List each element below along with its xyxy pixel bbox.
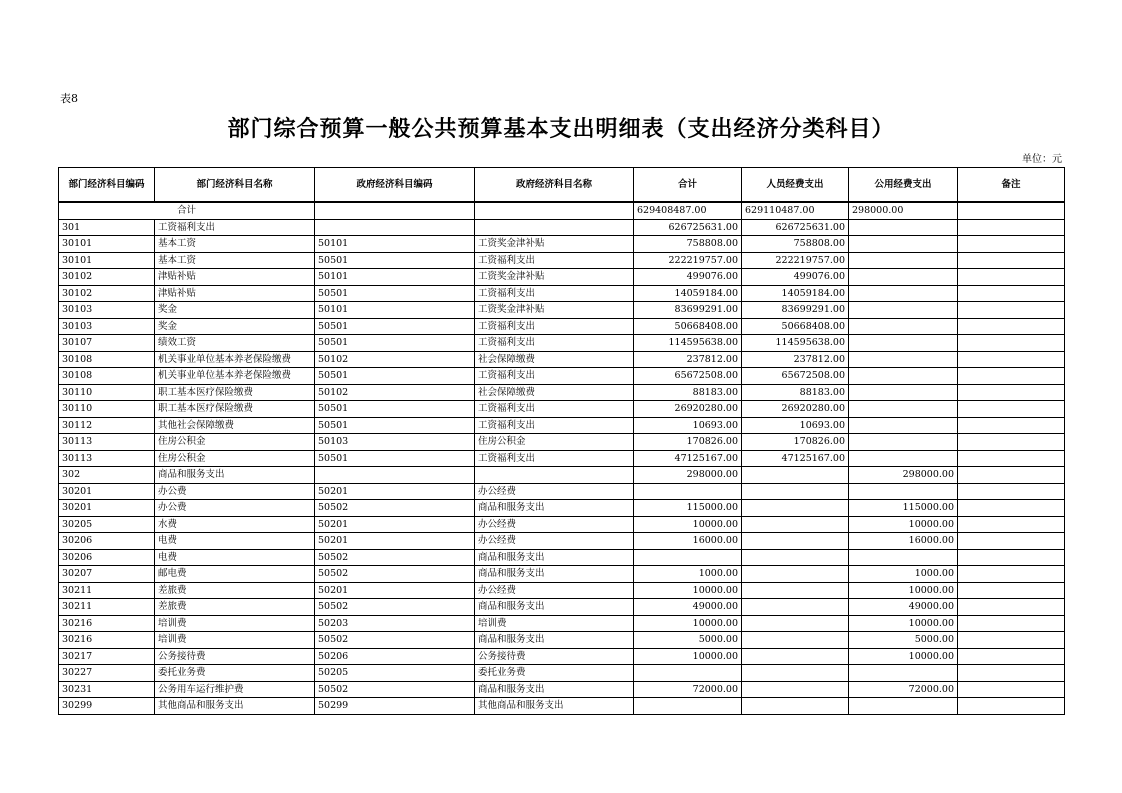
cell-remark [958,318,1065,335]
cell-gov-code: 50201 [315,516,475,533]
cell-remark [958,368,1065,385]
header-gov-code: 政府经济科目编码 [315,168,475,203]
cell-total: 14059184.00 [634,285,742,302]
cell-personnel: 50668408.00 [742,318,849,335]
total-sum: 629408487.00 [634,202,742,219]
cell-dept-name: 公务接待费 [155,648,315,665]
cell-personnel [742,516,849,533]
header-total: 合计 [634,168,742,203]
header-row [59,168,1065,203]
cell-public: 10000.00 [849,615,958,632]
cell-personnel [742,500,849,517]
cell-gov-name: 工资福利支出 [475,252,634,269]
cell-remark [958,599,1065,616]
cell-total [634,665,742,682]
cell-personnel [742,549,849,566]
cell-public [849,549,958,566]
cell-gov-name: 工资福利支出 [475,318,634,335]
cell-personnel [742,566,849,583]
cell-total: 499076.00 [634,269,742,286]
cell-personnel [742,681,849,698]
cell-dept-code: 30101 [59,252,155,269]
cell-personnel: 26920280.00 [742,401,849,418]
cell-gov-name: 办公经费 [475,533,634,550]
cell-gov-code: 50102 [315,384,475,401]
cell-gov-name: 工资奖金津补贴 [475,269,634,286]
cell-dept-code: 30110 [59,384,155,401]
cell-remark [958,533,1065,550]
cell-gov-code [315,467,475,484]
cell-dept-code: 30299 [59,698,155,715]
cell-dept-name: 住房公积金 [155,450,315,467]
cell-gov-code: 50101 [315,302,475,319]
table-row [59,335,1065,352]
cell-dept-code: 30206 [59,533,155,550]
cell-total: 114595638.00 [634,335,742,352]
cell-gov-code: 50502 [315,500,475,517]
cell-dept-name: 津贴补贴 [155,285,315,302]
cell-total: 72000.00 [634,681,742,698]
cell-dept-code: 30231 [59,681,155,698]
cell-gov-name: 办公经费 [475,483,634,500]
cell-remark [958,450,1065,467]
cell-public [849,252,958,269]
cell-total [634,483,742,500]
cell-public: 10000.00 [849,582,958,599]
cell-gov-name: 社会保障缴费 [475,384,634,401]
cell-public: 5000.00 [849,632,958,649]
total-personnel: 629110487.00 [742,202,849,219]
cell-gov-name: 商品和服务支出 [475,500,634,517]
cell-public: 72000.00 [849,681,958,698]
cell-gov-code: 50201 [315,582,475,599]
table-number: 表8 [60,92,78,105]
cell-dept-code: 30103 [59,318,155,335]
cell-gov-code: 50501 [315,285,475,302]
cell-gov-name: 其他商品和服务支出 [475,698,634,715]
cell-gov-name: 工资福利支出 [475,417,634,434]
cell-public: 10000.00 [849,648,958,665]
cell-dept-name: 基本工资 [155,236,315,253]
cell-dept-name: 基本工资 [155,252,315,269]
cell-remark [958,434,1065,451]
cell-public: 115000.00 [849,500,958,517]
cell-total: 16000.00 [634,533,742,550]
cell-public [849,285,958,302]
cell-gov-name: 商品和服务支出 [475,599,634,616]
cell-remark [958,681,1065,698]
cell-personnel: 758808.00 [742,236,849,253]
cell-public [849,401,958,418]
cell-public [849,450,958,467]
cell-remark [958,615,1065,632]
cell-dept-name: 办公费 [155,500,315,517]
cell-remark [958,516,1065,533]
table-row [59,648,1065,665]
cell-gov-name: 商品和服务支出 [475,566,634,583]
cell-gov-name: 工资福利支出 [475,450,634,467]
cell-dept-code: 30205 [59,516,155,533]
cell-dept-name: 培训费 [155,632,315,649]
cell-gov-code: 50205 [315,665,475,682]
cell-gov-name: 商品和服务支出 [475,549,634,566]
cell-gov-code: 50501 [315,368,475,385]
cell-personnel: 114595638.00 [742,335,849,352]
cell-total: 10000.00 [634,615,742,632]
cell-personnel: 237812.00 [742,351,849,368]
header-personnel: 人员经费支出 [742,168,849,203]
table-row [59,434,1065,451]
cell-total: 626725631.00 [634,219,742,236]
cell-total: 10000.00 [634,582,742,599]
unit-label: 单位：元 [1022,154,1062,165]
cell-public [849,269,958,286]
cell-gov-name [475,219,634,236]
cell-public [849,698,958,715]
cell-gov-code [315,202,475,219]
cell-public [849,368,958,385]
cell-dept-code: 30206 [59,549,155,566]
cell-personnel: 83699291.00 [742,302,849,319]
cell-personnel [742,467,849,484]
cell-total [634,698,742,715]
cell-personnel: 222219757.00 [742,252,849,269]
cell-remark [958,269,1065,286]
cell-dept-code: 30211 [59,599,155,616]
cell-personnel [742,533,849,550]
cell-dept-code: 30216 [59,615,155,632]
cell-public: 16000.00 [849,533,958,550]
cell-gov-code: 50101 [315,236,475,253]
cell-public [849,665,958,682]
cell-remark [958,236,1065,253]
cell-total: 115000.00 [634,500,742,517]
cell-total: 47125167.00 [634,450,742,467]
cell-personnel [742,698,849,715]
table-row [59,384,1065,401]
cell-remark [958,384,1065,401]
cell-total: 170826.00 [634,434,742,451]
cell-public [849,302,958,319]
cell-gov-code: 50501 [315,401,475,418]
cell-gov-code: 50502 [315,566,475,583]
cell-gov-name: 委托业务费 [475,665,634,682]
cell-remark [958,351,1065,368]
cell-public: 1000.00 [849,566,958,583]
header-public: 公用经费支出 [849,168,958,203]
cell-dept-name: 公务用车运行维护费 [155,681,315,698]
cell-total: 10693.00 [634,417,742,434]
cell-gov-code: 50101 [315,269,475,286]
cell-gov-name [475,202,634,219]
cell-dept-code: 30217 [59,648,155,665]
cell-public [849,483,958,500]
cell-gov-name: 公务接待费 [475,648,634,665]
table-row [59,269,1065,286]
table-row [59,252,1065,269]
cell-dept-code: 30113 [59,450,155,467]
total-label: 合计 [59,202,315,219]
cell-dept-code: 30102 [59,285,155,302]
cell-gov-name: 办公经费 [475,516,634,533]
table-row [59,450,1065,467]
cell-gov-name: 办公经费 [475,582,634,599]
cell-public [849,335,958,352]
cell-personnel [742,615,849,632]
table-row [59,681,1065,698]
cell-dept-name: 机关事业单位基本养老保险缴费 [155,351,315,368]
cell-personnel [742,632,849,649]
cell-personnel [742,582,849,599]
cell-public [849,351,958,368]
table-row [59,467,1065,484]
cell-total: 298000.00 [634,467,742,484]
cell-dept-name: 绩效工资 [155,335,315,352]
cell-remark [958,467,1065,484]
cell-dept-name: 奖金 [155,318,315,335]
header-gov-name: 政府经济科目名称 [475,168,634,203]
cell-dept-code: 302 [59,467,155,484]
cell-remark [958,285,1065,302]
cell-total: 758808.00 [634,236,742,253]
table-row [59,516,1065,533]
cell-personnel: 170826.00 [742,434,849,451]
cell-personnel [742,665,849,682]
cell-total: 10000.00 [634,648,742,665]
cell-dept-name: 电费 [155,549,315,566]
cell-remark [958,566,1065,583]
cell-gov-name: 工资福利支出 [475,335,634,352]
cell-gov-code: 50201 [315,483,475,500]
table-row [59,483,1065,500]
cell-dept-name: 其他商品和服务支出 [155,698,315,715]
table-row [59,500,1065,517]
cell-public: 298000.00 [849,467,958,484]
cell-total: 10000.00 [634,516,742,533]
table-row [59,599,1065,616]
cell-remark [958,500,1065,517]
table-row [59,582,1065,599]
cell-gov-code: 50501 [315,252,475,269]
cell-remark [958,698,1065,715]
cell-gov-name: 工资福利支出 [475,401,634,418]
cell-gov-name: 社会保障缴费 [475,351,634,368]
cell-dept-name: 机关事业单位基本养老保险缴费 [155,368,315,385]
cell-gov-code: 50501 [315,417,475,434]
cell-dept-code: 301 [59,219,155,236]
cell-gov-name: 工资福利支出 [475,368,634,385]
cell-public [849,219,958,236]
cell-dept-name: 住房公积金 [155,434,315,451]
cell-remark [958,202,1065,219]
cell-dept-code: 30227 [59,665,155,682]
cell-gov-code: 50502 [315,549,475,566]
cell-personnel [742,648,849,665]
cell-remark [958,665,1065,682]
cell-dept-code: 30201 [59,500,155,517]
cell-dept-code: 30108 [59,368,155,385]
cell-dept-name: 培训费 [155,615,315,632]
cell-gov-code: 50206 [315,648,475,665]
cell-dept-code: 30103 [59,302,155,319]
cell-dept-name: 差旅费 [155,582,315,599]
cell-dept-code: 30102 [59,269,155,286]
cell-remark [958,335,1065,352]
cell-remark [958,582,1065,599]
page-title: 部门综合预算一般公共预算基本支出明细表（支出经济分类科目） [227,117,895,142]
table-row [59,698,1065,715]
cell-dept-code: 30101 [59,236,155,253]
cell-remark [958,549,1065,566]
cell-total: 26920280.00 [634,401,742,418]
cell-dept-name: 职工基本医疗保险缴费 [155,401,315,418]
cell-dept-name: 水费 [155,516,315,533]
cell-dept-code: 30108 [59,351,155,368]
total-public: 298000.00 [849,202,958,219]
cell-personnel [742,483,849,500]
cell-dept-name: 差旅费 [155,599,315,616]
cell-gov-name [475,467,634,484]
cell-total: 5000.00 [634,632,742,649]
cell-dept-name: 工资福利支出 [155,219,315,236]
table-row [59,318,1065,335]
cell-remark [958,252,1065,269]
cell-dept-code: 30207 [59,566,155,583]
table-row [59,632,1065,649]
cell-public [849,417,958,434]
cell-public: 49000.00 [849,599,958,616]
cell-remark [958,219,1065,236]
cell-dept-name: 津贴补贴 [155,269,315,286]
cell-personnel: 10693.00 [742,417,849,434]
cell-dept-name: 办公费 [155,483,315,500]
table-row [59,351,1065,368]
cell-gov-name: 工资福利支出 [475,285,634,302]
cell-gov-code: 50501 [315,450,475,467]
cell-dept-name: 奖金 [155,302,315,319]
table-row [59,401,1065,418]
cell-gov-code [315,219,475,236]
cell-total: 222219757.00 [634,252,742,269]
table-row [59,302,1065,319]
cell-personnel: 47125167.00 [742,450,849,467]
table-row [59,417,1065,434]
table-row [59,219,1065,236]
cell-personnel: 626725631.00 [742,219,849,236]
table-row [59,236,1065,253]
cell-gov-code: 50501 [315,335,475,352]
cell-dept-code: 30201 [59,483,155,500]
cell-total: 50668408.00 [634,318,742,335]
cell-dept-name: 电费 [155,533,315,550]
cell-dept-code: 30113 [59,434,155,451]
table-row [59,549,1065,566]
cell-dept-name: 商品和服务支出 [155,467,315,484]
cell-remark [958,302,1065,319]
expenditure-table [58,167,1065,715]
cell-gov-code: 50502 [315,681,475,698]
cell-gov-name: 商品和服务支出 [475,681,634,698]
table-row [59,615,1065,632]
cell-total: 1000.00 [634,566,742,583]
cell-personnel [742,599,849,616]
cell-gov-name: 工资奖金津补贴 [475,236,634,253]
cell-dept-name: 委托业务费 [155,665,315,682]
cell-gov-name: 住房公积金 [475,434,634,451]
header-remark: 备注 [958,168,1065,203]
cell-dept-name: 邮电费 [155,566,315,583]
cell-dept-code: 30112 [59,417,155,434]
cell-remark [958,632,1065,649]
cell-total [634,549,742,566]
cell-gov-name: 培训费 [475,615,634,632]
table-row [59,368,1065,385]
cell-total: 88183.00 [634,384,742,401]
cell-dept-name: 职工基本医疗保险缴费 [155,384,315,401]
cell-personnel: 499076.00 [742,269,849,286]
cell-personnel: 88183.00 [742,384,849,401]
cell-personnel: 14059184.00 [742,285,849,302]
cell-remark [958,401,1065,418]
cell-gov-code: 50299 [315,698,475,715]
header-dept-name: 部门经济科目名称 [155,168,315,203]
cell-gov-code: 50501 [315,318,475,335]
cell-gov-code: 50502 [315,599,475,616]
cell-personnel: 65672508.00 [742,368,849,385]
cell-total: 237812.00 [634,351,742,368]
header-dept-code: 部门经济科目编码 [59,168,155,203]
cell-dept-code: 30107 [59,335,155,352]
cell-gov-code: 50102 [315,351,475,368]
cell-gov-code: 50201 [315,533,475,550]
table-row [59,566,1065,583]
cell-gov-name: 工资奖金津补贴 [475,302,634,319]
cell-remark [958,483,1065,500]
table-row [59,285,1065,302]
cell-dept-code: 30211 [59,582,155,599]
cell-public [849,236,958,253]
cell-gov-code: 50502 [315,632,475,649]
table-row [59,533,1065,550]
cell-dept-code: 30110 [59,401,155,418]
table-row [59,665,1065,682]
cell-dept-code: 30216 [59,632,155,649]
cell-public [849,434,958,451]
cell-public: 10000.00 [849,516,958,533]
cell-public [849,384,958,401]
cell-gov-code: 50103 [315,434,475,451]
cell-total: 65672508.00 [634,368,742,385]
cell-remark [958,648,1065,665]
cell-total: 83699291.00 [634,302,742,319]
cell-gov-code: 50203 [315,615,475,632]
total-row [59,202,1065,219]
cell-total: 49000.00 [634,599,742,616]
cell-remark [958,417,1065,434]
cell-gov-name: 商品和服务支出 [475,632,634,649]
cell-dept-name: 其他社会保障缴费 [155,417,315,434]
cell-public [849,318,958,335]
